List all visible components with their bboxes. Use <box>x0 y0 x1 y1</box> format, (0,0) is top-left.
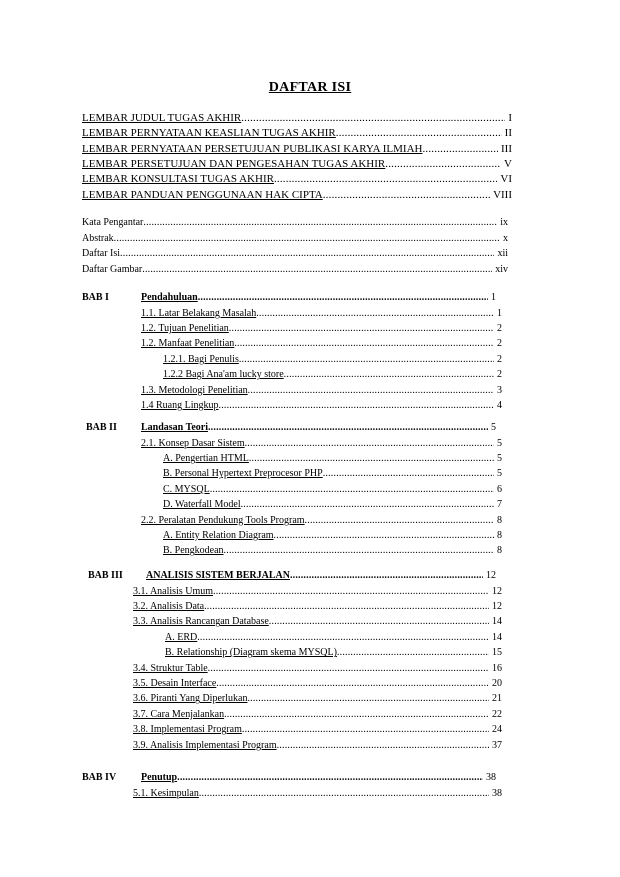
chapter-number: BAB I <box>82 292 109 303</box>
entry-label: LEMBAR JUDUL TUGAS AKHIR <box>82 112 242 124</box>
entry-label: 1.4 Ruang Lingkup <box>141 400 219 411</box>
dot-leader <box>120 248 494 259</box>
entry-label: Daftar Isi <box>82 248 121 259</box>
entry-page-number: I <box>508 112 512 124</box>
toc-entry <box>163 499 502 510</box>
entry-page-number: II <box>504 127 512 140</box>
entry-page-number: 15 <box>492 647 502 659</box>
entry-label: ANALISIS SISTEM BERJALAN <box>146 570 290 581</box>
chapter-title-row <box>146 570 496 581</box>
dot-leader <box>177 772 483 783</box>
prelim-item <box>82 248 508 259</box>
front-matter-item <box>82 158 512 170</box>
entry-page-number: 8 <box>497 545 502 557</box>
entry-label: 3.9. Analisis Implementasi Program <box>133 739 277 751</box>
toc-entry <box>141 400 502 411</box>
toc-entry <box>133 788 502 799</box>
dot-leader <box>239 354 494 365</box>
entry-label: LEMBAR PERNYATAAN PERSETUJUAN PUBLIKASI KARYA ILMIAH <box>82 142 423 155</box>
entry-label: 3.4. Struktur Table <box>133 662 208 674</box>
entry-label: B. Relationship (Diagram skema MYSQL) <box>165 647 337 659</box>
entry-label: 1.3. Metodologi Penelitian <box>141 384 248 396</box>
dot-leader <box>336 127 502 139</box>
entry-page-number: VIII <box>493 188 512 201</box>
front-matter-item <box>82 189 512 201</box>
dot-leader <box>249 453 494 464</box>
prelim-item <box>82 264 508 275</box>
entry-label: 1.1. Latar Belakang Masalah <box>141 307 257 319</box>
dot-leader <box>290 570 483 581</box>
entry-page-number: 38 <box>492 787 502 799</box>
dot-leader <box>142 264 492 275</box>
entry-page-number: 22 <box>492 708 502 720</box>
entry-label: D. Waterfall Model <box>163 499 241 511</box>
chapter-title-row <box>141 772 496 783</box>
prelim-item <box>82 217 508 228</box>
entry-page-number: 7 <box>497 499 502 511</box>
entry-label: 3.3. Analisis Rancangan Database <box>133 616 269 628</box>
entry-label: 5.1. Kesimpulan <box>133 787 199 799</box>
entry-label: Daftar Gambar <box>82 263 143 275</box>
entry-label: 3.2. Analisis Data <box>133 601 205 612</box>
dot-leader <box>213 586 489 597</box>
toc-entry <box>163 369 502 380</box>
entry-page-number: 2 <box>497 353 502 365</box>
toc-entry <box>133 740 502 751</box>
entry-label: Penutup <box>141 772 178 783</box>
entry-label: Abstrak <box>82 232 114 244</box>
dot-leader <box>277 740 489 751</box>
entry-page-number: ix <box>500 217 508 228</box>
dot-leader <box>284 369 494 380</box>
entry-page-number: 14 <box>492 616 502 628</box>
front-matter-item <box>82 173 512 185</box>
toc-entry <box>133 586 502 597</box>
dot-leader <box>208 422 488 433</box>
entry-label: LEMBAR KONSULTASI TUGAS AKHIR <box>82 173 274 186</box>
entry-page-number: III <box>501 142 512 155</box>
entry-page-number: 2 <box>497 338 502 350</box>
toc-entry <box>133 616 502 627</box>
dot-leader <box>323 468 494 479</box>
toc-entry <box>141 323 502 334</box>
toc-entry <box>133 724 502 735</box>
toc-entry <box>133 678 502 689</box>
dot-leader <box>229 323 494 334</box>
dot-leader <box>199 788 489 799</box>
dot-leader <box>274 173 497 185</box>
entry-label: LEMBAR PERSETUJUAN DAN PENGESAHAN TUGAS AKHIR <box>82 157 386 170</box>
entry-page-number: 2 <box>497 369 502 381</box>
entry-page-number: VI <box>500 173 512 186</box>
toc-entry <box>141 438 502 449</box>
entry-page-number: 37 <box>492 739 502 751</box>
dot-leader <box>247 693 489 704</box>
dot-leader <box>234 338 494 349</box>
entry-page-number: 21 <box>492 693 502 705</box>
toc-entry <box>133 709 502 720</box>
entry-label: A. Entity Relation Diagram <box>163 530 274 541</box>
toc-entry <box>163 530 502 541</box>
entry-label: LEMBAR PANDUAN PENGGUNAAN HAK CIPTA <box>82 188 323 201</box>
dot-leader <box>385 158 501 170</box>
toc-entry <box>133 663 502 674</box>
chapter-number: BAB III <box>88 570 123 581</box>
toc-entry <box>163 354 502 365</box>
entry-page-number: x <box>503 232 508 244</box>
dot-leader <box>323 189 490 201</box>
dot-leader <box>224 709 489 720</box>
entry-page-number: 38 <box>486 772 496 783</box>
prelim-item <box>82 233 508 244</box>
entry-page-number: 14 <box>492 631 502 643</box>
entry-label: 3.7. Cara Menjalankan <box>133 708 225 720</box>
entry-label: B. Personal Hypertext Preprocesor PHP <box>163 468 323 480</box>
entry-label: 3.8. Implementasi Program <box>133 724 242 736</box>
front-matter-item <box>82 127 512 139</box>
entry-page-number: 5 <box>497 468 502 480</box>
toc-entry <box>141 338 502 349</box>
dot-leader <box>337 647 489 658</box>
toc-entry <box>133 693 502 704</box>
entry-page-number: 6 <box>497 483 502 495</box>
entry-page-number: 2 <box>497 323 502 334</box>
entry-page-number: 5 <box>497 437 502 449</box>
dot-leader <box>245 438 494 449</box>
dot-leader <box>242 724 489 735</box>
chapter-number: BAB II <box>86 422 117 433</box>
chapter-title-row <box>141 422 496 433</box>
entry-label: C. MYSQL <box>163 483 210 495</box>
toc-entry <box>141 385 502 396</box>
entry-page-number: 12 <box>486 570 496 581</box>
dot-leader <box>241 112 505 124</box>
dot-leader <box>269 616 489 627</box>
entry-page-number: V <box>504 157 512 170</box>
entry-label: 1.2. Manfaat Penelitian <box>141 338 235 350</box>
toc-entry <box>141 515 502 526</box>
toc-entry <box>165 647 502 658</box>
dot-leader <box>216 678 489 689</box>
toc-entry <box>133 601 502 612</box>
dot-leader <box>422 143 498 155</box>
entry-page-number: xii <box>497 248 508 259</box>
toc-entry <box>141 308 502 319</box>
dot-leader <box>219 400 495 411</box>
dot-leader <box>274 530 494 541</box>
chapter-title-row <box>141 292 496 303</box>
entry-page-number: 8 <box>497 514 502 526</box>
dot-leader <box>241 499 494 510</box>
entry-label: 1.2.2 Bagi Ana'am lucky store <box>163 369 284 381</box>
entry-label: 2.2. Peralatan Pendukung Tools Program <box>141 514 305 526</box>
entry-page-number: 3 <box>497 384 502 396</box>
entry-page-number: xiv <box>495 263 508 275</box>
page-title: DAFTAR ISI <box>268 80 352 95</box>
toc-entry <box>163 468 502 479</box>
dot-leader <box>305 515 494 526</box>
entry-label: 1.2.1. Bagi Penulis <box>163 353 239 365</box>
dot-leader <box>114 233 500 244</box>
entry-page-number: 1 <box>491 292 496 303</box>
entry-label: A. Pengertian HTML <box>163 453 249 464</box>
dot-leader <box>256 308 494 319</box>
dot-leader <box>143 217 497 228</box>
entry-label: Kata Pengantar <box>82 217 144 228</box>
entry-page-number: 12 <box>492 601 502 612</box>
toc-entry <box>163 453 502 464</box>
toc-entry <box>165 632 502 643</box>
entry-page-number: 4 <box>497 400 502 411</box>
entry-label: A. ERD <box>165 631 198 643</box>
dot-leader <box>197 632 489 643</box>
dot-leader <box>224 545 494 556</box>
front-matter-item <box>82 143 512 155</box>
dot-leader <box>248 385 494 396</box>
toc-entry <box>163 484 502 495</box>
entry-label: 1.2. Tujuan Penelitian <box>141 323 229 334</box>
entry-page-number: 16 <box>492 662 502 674</box>
entry-page-number: 20 <box>492 678 502 689</box>
entry-page-number: 8 <box>497 530 502 541</box>
entry-label: Pendahuluan <box>141 292 198 303</box>
entry-page-number: 24 <box>492 724 502 736</box>
entry-label: B. Pengkodean <box>163 545 224 557</box>
dot-leader <box>210 484 494 495</box>
dot-leader <box>198 292 488 303</box>
entry-label: Landasan Teori <box>141 422 208 433</box>
entry-page-number: 5 <box>491 422 496 433</box>
entry-page-number: 1 <box>497 307 502 319</box>
entry-page-number: 5 <box>497 453 502 464</box>
entry-label: 3.5. Desain Interface <box>133 678 217 689</box>
toc-entry <box>163 545 502 556</box>
entry-label: 3.1. Analisis Umum <box>133 585 214 597</box>
entry-page-number: 12 <box>492 585 502 597</box>
entry-label: 3.6. Piranti Yang Diperlukan <box>133 693 248 705</box>
dot-leader <box>208 663 489 674</box>
dot-leader <box>204 601 489 612</box>
chapter-number: BAB IV <box>82 772 117 783</box>
front-matter-item <box>82 112 512 124</box>
entry-label: 2.1. Konsep Dasar Sistem <box>141 437 245 449</box>
entry-label: LEMBAR PERNYATAAN KEASLIAN TUGAS AKHIR <box>82 127 336 140</box>
